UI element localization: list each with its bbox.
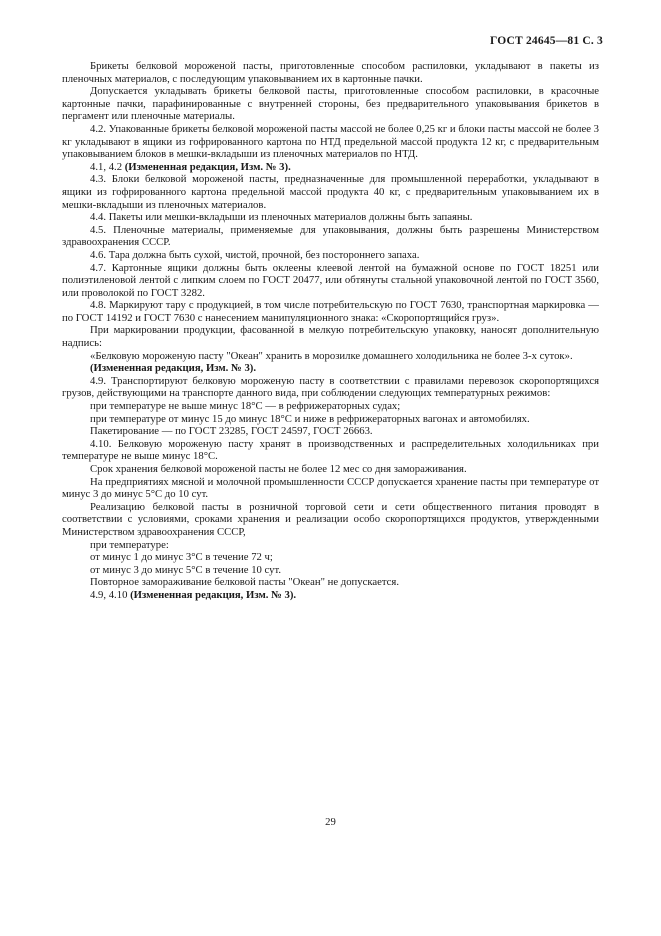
amendment-label: (Измененная редакция, Изм. № 3). (124, 160, 291, 173)
paragraph: 4.7. Картонные ящики должны быть оклеены клеевой лентой на бумажной основе по ГОСТ 18251 или полиэтиленовой лентой с липким слоем по ГОСТ 20477, или обтянуты стальной упаковочной лентой по ГОСТ 3560, или проволокой по ГОСТ 3282. (62, 261, 599, 299)
paragraph: при температуре от минус 15 до минус 18°С и ниже в рефрижераторных вагонах и автомобилях. (90, 412, 530, 425)
paragraph: 4.10. Белковую мороженую пасту хранят в производственных и распределительных холодильниках при температуре не выше минус 18°С. (62, 437, 599, 463)
paragraph: от минус 3 до минус 5°С в течение 10 сут. (90, 563, 282, 576)
paragraph: На предприятиях мясной и молочной промышленности СССР допускается хранение пасты при температуре от минус 3 до минус 5°С до 10 сут. (62, 475, 599, 501)
paragraph: 4.9. Транспортируют белковую мороженую пасту в соответствии с правилами перевозок скоропортящихся грузов, действующими на транспорте данного вида, при соблюдении следующих температурных режимов: (62, 374, 599, 400)
paragraph: от минус 1 до минус 3°С в течение 72 ч; (90, 551, 273, 564)
amendment-note (62, 161, 599, 174)
amendment-note (62, 362, 599, 375)
paragraph: 4.2. Упакованные брикеты белковой мороженой пасты массой не более 0,25 кг и блоки пасты массой не более 3 кг укладывают в ящики из гофрированного картона по НТД предельной массой продукта 12 кг, с предварительным упаковыванием блоков в мешки-вкладыши из пленочных материалов по НТД. (62, 122, 599, 161)
paragraph: Допускается укладывать брикеты белковой пасты, приготовленные способом распиловки, в красочные картонные пачки, парафинированные с внутренней стороны, без предварительного упаковывания брикетов в пергамент или пленочные материалы. (62, 85, 599, 123)
paragraph: 4.3. Блоки белковой мороженой пасты, предназначенные для промышленной переработки, укладывают в ящики из гофрированного картона предельной массой продукта 40 кг, с предварительным упаковыванием их в мешки-вкладыши из пленочных материалов. (62, 173, 599, 211)
amendment-label: (Измененная редакция, Изм. № 3). (130, 588, 297, 601)
paragraph: Срок хранения белковой мороженой пасты не более 12 мес со дня замораживания. (90, 463, 467, 475)
paragraph: при температуре не выше минус 18°С — в рефрижераторных судах; (90, 400, 401, 413)
document-body (62, 60, 599, 602)
paragraph: Реализацию белковой пасты в розничной торговой сети и сети общественного питания проводят в соответствии с условиями, сроками хранения и реализации особо скоропортящихся продуктов, утвержденными Министерством здравоохранения СССР, (62, 500, 599, 538)
amendment-note (62, 589, 599, 602)
paragraph: Брикеты белковой мороженой пасты, приготовленные способом распиловки, укладывают в пакеты из пленочных материалов, с последующим упаковыванием их в картонные пачки. (62, 60, 599, 85)
amendment-label: (Измененная редакция, Изм. № 3). (90, 362, 257, 375)
paragraph: при температуре: (90, 538, 169, 551)
page-number: 29 (325, 816, 336, 828)
amendment-ref: 4.9, 4.10 (90, 588, 128, 601)
paragraph: Повторное замораживание белковой пасты "Океан" не допускается. (90, 576, 399, 589)
paragraph: 4.5. Пленочные материалы, применяемые для упаковывания, должны быть разрешены Министерством здравоохранения СССР. (62, 223, 599, 249)
paragraph: 4.8. Маркируют тару с продукцией, в том числе потребительскую по ГОСТ 7630, транспортная маркировка — по ГОСТ 14192 и ГОСТ 7630 с нанесением манипуляционного знака: «Скоропортящийся груз». (62, 299, 599, 324)
paragraph: «Белковую мороженую пасту "Океан" хранить в морозилке домашнего холодильника не более 3-х суток». (90, 349, 573, 362)
page-header: ГОСТ 24645—81 С. 3 (490, 35, 603, 47)
paragraph: 4.6. Тара должна быть сухой, чистой, прочной, без постороннего запаха. (90, 248, 420, 261)
paragraph: Пакетирование — по ГОСТ 23285, ГОСТ 24597, ГОСТ 26663. (90, 425, 373, 438)
paragraph: При маркировании продукции, фасованной в мелкую потребительскую упаковку, наносят дополнительную надпись: (62, 324, 599, 350)
amendment-ref: 4.1, 4.2 (90, 160, 123, 173)
paragraph: 4.4. Пакеты или мешки-вкладыши из пленочных материалов должны быть запаяны. (90, 211, 473, 224)
